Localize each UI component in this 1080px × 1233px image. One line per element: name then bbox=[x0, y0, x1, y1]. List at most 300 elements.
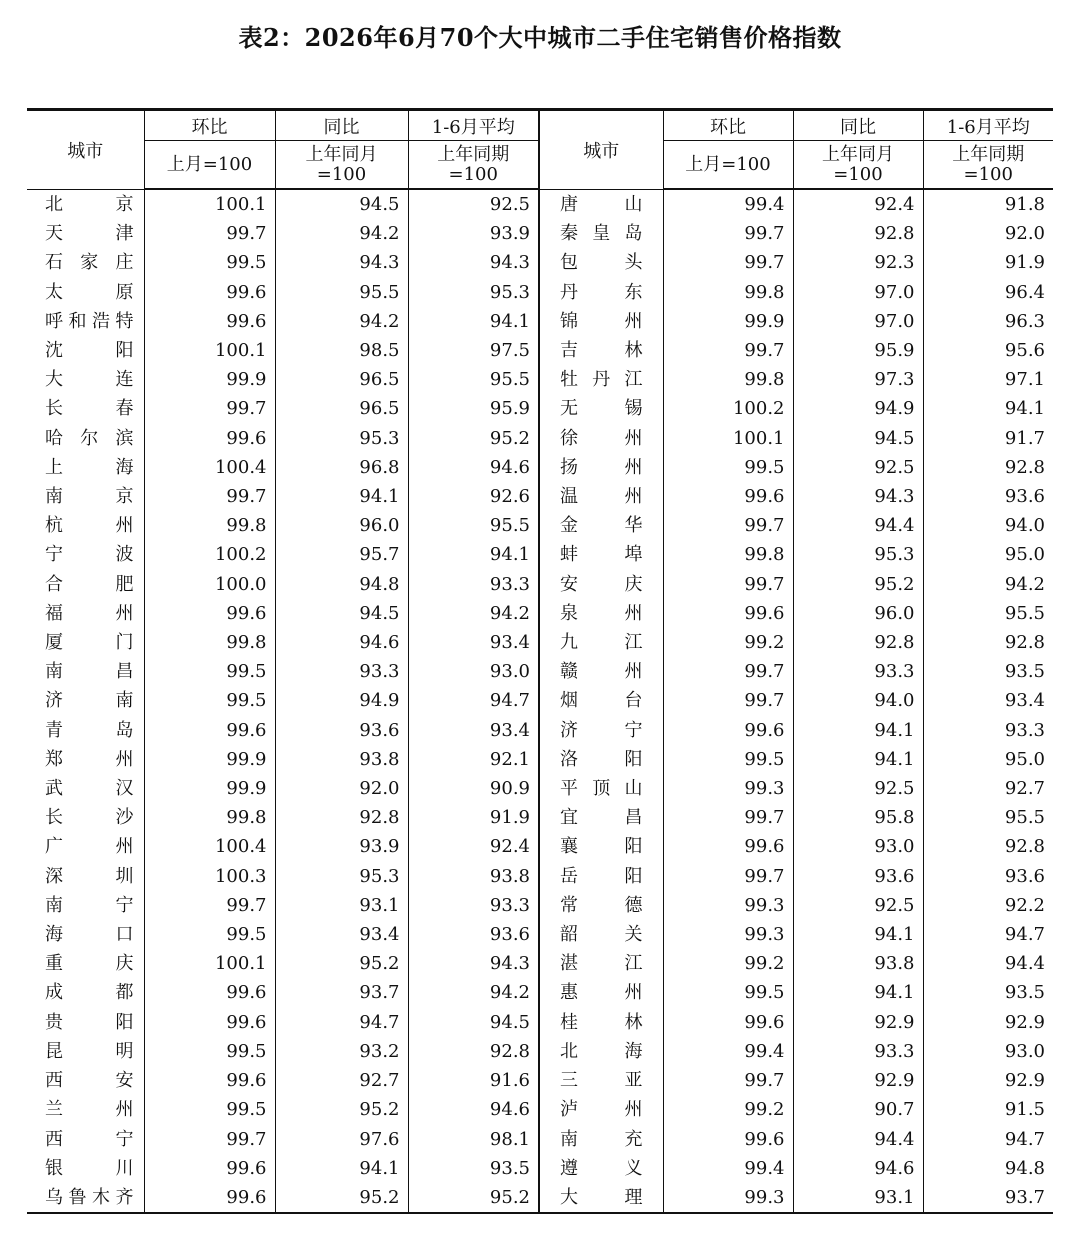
avg-cell-left: 93.3 bbox=[408, 570, 539, 599]
mom-cell-left: 100.2 bbox=[144, 540, 275, 569]
city-cell-left: 昆明 bbox=[45, 1040, 134, 1062]
avg-cell-right: 92.9 bbox=[923, 1066, 1053, 1095]
yoy-cell-right: 94.4 bbox=[793, 511, 923, 540]
yoy-cell-left: 93.8 bbox=[275, 745, 408, 774]
avg-cell-right: 96.4 bbox=[923, 278, 1053, 307]
yoy-cell-right: 97.0 bbox=[793, 307, 923, 336]
city-cell-right: 蚌埠 bbox=[539, 540, 663, 569]
mom-cell-right: 99.6 bbox=[663, 482, 793, 511]
mom-cell-left: 100.4 bbox=[144, 453, 275, 482]
city-cell-left: 成都 bbox=[45, 982, 134, 1004]
yoy-cell-left: 93.4 bbox=[275, 920, 408, 949]
city-cell-left: 长沙 bbox=[45, 807, 134, 829]
table-row bbox=[27, 453, 1053, 482]
table-row bbox=[27, 570, 1053, 599]
yoy-cell-right: 97.3 bbox=[793, 365, 923, 394]
avg-cell-left: 90.9 bbox=[408, 774, 539, 803]
mom-cell-left: 99.8 bbox=[144, 511, 275, 540]
city-cell-left: 济南 bbox=[45, 690, 134, 712]
yoy-cell-right: 94.1 bbox=[793, 978, 923, 1007]
table-row bbox=[27, 599, 1053, 628]
mom-cell-right: 99.3 bbox=[663, 920, 793, 949]
yoy-cell-right: 94.1 bbox=[793, 920, 923, 949]
mom-cell-right: 99.6 bbox=[663, 599, 793, 628]
mom-cell-left: 99.7 bbox=[144, 394, 275, 423]
avg-cell-left: 94.3 bbox=[408, 949, 539, 978]
city-cell-left: 呼和浩特 bbox=[45, 310, 134, 332]
avg-cell-left: 94.6 bbox=[408, 453, 539, 482]
city-cell-left: 厦门 bbox=[45, 632, 134, 654]
yoy-cell-right: 96.0 bbox=[793, 599, 923, 628]
yoy-cell-right: 94.4 bbox=[793, 1125, 923, 1154]
yoy-cell-right: 94.3 bbox=[793, 482, 923, 511]
city-cell-left: 沈阳 bbox=[45, 340, 134, 362]
avg-cell-right: 91.7 bbox=[923, 424, 1053, 453]
mom-cell-left: 99.5 bbox=[144, 920, 275, 949]
mom-cell-right: 99.8 bbox=[663, 278, 793, 307]
header-mom-right: 环比 bbox=[663, 110, 793, 141]
yoy-cell-left: 96.8 bbox=[275, 453, 408, 482]
yoy-cell-right: 94.9 bbox=[793, 394, 923, 423]
city-cell-left: 深圳 bbox=[45, 865, 134, 887]
city-cell-right: 南充 bbox=[539, 1125, 663, 1154]
yoy-cell-left: 95.5 bbox=[275, 278, 408, 307]
avg-cell-left: 92.1 bbox=[408, 745, 539, 774]
city-cell-right: 济宁 bbox=[539, 716, 663, 745]
mom-cell-right: 99.7 bbox=[663, 219, 793, 248]
yoy-cell-right: 93.1 bbox=[793, 1183, 923, 1213]
mom-cell-left: 99.6 bbox=[144, 424, 275, 453]
table-row bbox=[27, 686, 1053, 715]
yoy-cell-left: 95.2 bbox=[275, 1095, 408, 1124]
yoy-cell-right: 94.5 bbox=[793, 424, 923, 453]
city-cell-left: 银川 bbox=[45, 1157, 134, 1179]
mom-cell-left: 100.1 bbox=[144, 336, 275, 365]
city-cell-right: 无锡 bbox=[539, 394, 663, 423]
mom-cell-right: 99.7 bbox=[663, 657, 793, 686]
city-cell-left: 兰州 bbox=[45, 1099, 134, 1121]
mom-cell-left: 99.7 bbox=[144, 219, 275, 248]
avg-cell-left: 95.2 bbox=[408, 1183, 539, 1213]
avg-cell-left: 91.6 bbox=[408, 1066, 539, 1095]
avg-cell-left: 91.9 bbox=[408, 803, 539, 832]
avg-cell-right: 95.5 bbox=[923, 803, 1053, 832]
table-body bbox=[27, 189, 1053, 1213]
mom-cell-left: 99.6 bbox=[144, 278, 275, 307]
table-row bbox=[27, 248, 1053, 277]
yoy-cell-right: 97.0 bbox=[793, 278, 923, 307]
mom-cell-left: 99.5 bbox=[144, 1095, 275, 1124]
avg-cell-right: 94.7 bbox=[923, 1125, 1053, 1154]
city-cell-right: 唐山 bbox=[539, 189, 663, 219]
city-cell-right: 锦州 bbox=[539, 307, 663, 336]
mom-cell-right: 99.3 bbox=[663, 774, 793, 803]
mom-cell-right: 99.2 bbox=[663, 628, 793, 657]
yoy-cell-left: 94.1 bbox=[275, 482, 408, 511]
city-cell-left: 宁波 bbox=[45, 544, 134, 566]
yoy-cell-left: 94.2 bbox=[275, 219, 408, 248]
avg-cell-right: 94.2 bbox=[923, 570, 1053, 599]
avg-cell-right: 91.5 bbox=[923, 1095, 1053, 1124]
table-row bbox=[27, 774, 1053, 803]
header-avg-right: 1-6月平均 bbox=[923, 110, 1053, 141]
mom-cell-left: 99.5 bbox=[144, 657, 275, 686]
avg-cell-right: 91.8 bbox=[923, 189, 1053, 219]
avg-cell-left: 93.9 bbox=[408, 219, 539, 248]
table-row bbox=[27, 307, 1053, 336]
city-cell-right: 惠州 bbox=[539, 978, 663, 1007]
avg-cell-right: 92.9 bbox=[923, 1008, 1053, 1037]
table-row bbox=[27, 482, 1053, 511]
city-cell-right: 洛阳 bbox=[539, 745, 663, 774]
yoy-cell-right: 94.6 bbox=[793, 1154, 923, 1183]
yoy-cell-right: 92.8 bbox=[793, 219, 923, 248]
city-cell-right: 泸州 bbox=[539, 1095, 663, 1124]
mom-cell-right: 99.6 bbox=[663, 1125, 793, 1154]
avg-cell-left: 94.5 bbox=[408, 1008, 539, 1037]
city-cell-left: 重庆 bbox=[45, 953, 134, 975]
yoy-cell-right: 95.3 bbox=[793, 540, 923, 569]
avg-cell-left: 92.5 bbox=[408, 189, 539, 219]
mom-cell-left: 100.4 bbox=[144, 832, 275, 861]
yoy-cell-right: 92.3 bbox=[793, 248, 923, 277]
table-row bbox=[27, 949, 1053, 978]
yoy-cell-left: 94.5 bbox=[275, 599, 408, 628]
avg-cell-right: 94.1 bbox=[923, 394, 1053, 423]
avg-cell-right: 93.4 bbox=[923, 686, 1053, 715]
mom-cell-left: 99.9 bbox=[144, 365, 275, 394]
city-cell-left: 杭州 bbox=[45, 515, 134, 537]
yoy-cell-left: 94.5 bbox=[275, 189, 408, 219]
table-row bbox=[27, 365, 1053, 394]
mom-cell-right: 99.7 bbox=[663, 570, 793, 599]
yoy-cell-left: 94.9 bbox=[275, 686, 408, 715]
mom-cell-right: 99.7 bbox=[663, 248, 793, 277]
yoy-cell-right: 95.2 bbox=[793, 570, 923, 599]
mom-cell-left: 99.9 bbox=[144, 774, 275, 803]
mom-cell-left: 99.8 bbox=[144, 628, 275, 657]
city-cell-left: 石家庄 bbox=[45, 252, 134, 274]
city-cell-left: 福州 bbox=[45, 602, 134, 624]
avg-cell-left: 95.2 bbox=[408, 424, 539, 453]
city-cell-left: 合肥 bbox=[45, 573, 134, 595]
city-cell-right: 丹东 bbox=[539, 278, 663, 307]
yoy-cell-left: 92.8 bbox=[275, 803, 408, 832]
yoy-cell-left: 95.2 bbox=[275, 1183, 408, 1213]
yoy-cell-left: 93.9 bbox=[275, 832, 408, 861]
mom-cell-left: 99.7 bbox=[144, 891, 275, 920]
yoy-cell-left: 93.6 bbox=[275, 716, 408, 745]
header-yoy-base-right: 上年同月 =100 bbox=[793, 141, 923, 190]
mom-cell-left: 99.6 bbox=[144, 716, 275, 745]
city-cell-right: 韶关 bbox=[539, 920, 663, 949]
mom-cell-right: 99.7 bbox=[663, 336, 793, 365]
city-cell-left: 武汉 bbox=[45, 778, 134, 800]
city-cell-left: 北京 bbox=[45, 193, 134, 215]
yoy-cell-left: 94.7 bbox=[275, 1008, 408, 1037]
city-cell-right: 金华 bbox=[539, 511, 663, 540]
city-cell-left: 长春 bbox=[45, 398, 134, 420]
mom-cell-right: 99.7 bbox=[663, 862, 793, 891]
table-row bbox=[27, 189, 1053, 219]
avg-cell-left: 93.3 bbox=[408, 891, 539, 920]
table-row bbox=[27, 745, 1053, 774]
yoy-cell-right: 92.5 bbox=[793, 774, 923, 803]
mom-cell-right: 99.7 bbox=[663, 686, 793, 715]
table-row bbox=[27, 278, 1053, 307]
yoy-cell-right: 92.8 bbox=[793, 628, 923, 657]
yoy-cell-left: 94.6 bbox=[275, 628, 408, 657]
mom-cell-left: 99.9 bbox=[144, 745, 275, 774]
avg-cell-right: 96.3 bbox=[923, 307, 1053, 336]
yoy-cell-right: 93.6 bbox=[793, 862, 923, 891]
mom-cell-left: 100.3 bbox=[144, 862, 275, 891]
avg-cell-right: 92.7 bbox=[923, 774, 1053, 803]
city-cell-left: 南昌 bbox=[45, 661, 134, 683]
avg-cell-right: 93.0 bbox=[923, 1037, 1053, 1066]
avg-cell-right: 92.8 bbox=[923, 628, 1053, 657]
mom-cell-right: 99.6 bbox=[663, 716, 793, 745]
mom-cell-left: 99.7 bbox=[144, 1125, 275, 1154]
mom-cell-right: 99.4 bbox=[663, 1037, 793, 1066]
table-row bbox=[27, 219, 1053, 248]
city-cell-left: 大连 bbox=[45, 369, 134, 391]
city-cell-left: 西安 bbox=[45, 1070, 134, 1092]
avg-cell-left: 98.1 bbox=[408, 1125, 539, 1154]
city-cell-right: 遵义 bbox=[539, 1154, 663, 1183]
city-cell-right: 常德 bbox=[539, 891, 663, 920]
mom-cell-right: 99.7 bbox=[663, 511, 793, 540]
avg-cell-left: 95.9 bbox=[408, 394, 539, 423]
city-cell-right: 泉州 bbox=[539, 599, 663, 628]
city-cell-left: 广州 bbox=[45, 836, 134, 858]
yoy-cell-left: 96.0 bbox=[275, 511, 408, 540]
yoy-cell-left: 95.3 bbox=[275, 862, 408, 891]
header-avg-base-right: 上年同期 =100 bbox=[923, 141, 1053, 190]
avg-cell-right: 95.0 bbox=[923, 745, 1053, 774]
city-cell-right: 安庆 bbox=[539, 570, 663, 599]
yoy-cell-left: 93.2 bbox=[275, 1037, 408, 1066]
mom-cell-left: 99.5 bbox=[144, 248, 275, 277]
header-yoy-base-left: 上年同月 =100 bbox=[275, 141, 408, 190]
avg-cell-right: 94.7 bbox=[923, 920, 1053, 949]
yoy-cell-left: 98.5 bbox=[275, 336, 408, 365]
yoy-cell-right: 92.9 bbox=[793, 1008, 923, 1037]
yoy-cell-left: 92.7 bbox=[275, 1066, 408, 1095]
header-mom-base-right: 上月=100 bbox=[663, 141, 793, 190]
avg-cell-right: 93.3 bbox=[923, 716, 1053, 745]
header-yoy-right: 同比 bbox=[793, 110, 923, 141]
table-row bbox=[27, 1125, 1053, 1154]
header-city-right: 城市 bbox=[539, 110, 663, 190]
city-cell-left: 上海 bbox=[45, 456, 134, 478]
avg-cell-left: 92.4 bbox=[408, 832, 539, 861]
avg-cell-left: 93.4 bbox=[408, 716, 539, 745]
mom-cell-right: 99.2 bbox=[663, 1095, 793, 1124]
avg-cell-right: 94.0 bbox=[923, 511, 1053, 540]
avg-cell-left: 94.6 bbox=[408, 1095, 539, 1124]
city-cell-left: 南宁 bbox=[45, 894, 134, 916]
avg-cell-left: 93.4 bbox=[408, 628, 539, 657]
avg-cell-right: 94.4 bbox=[923, 949, 1053, 978]
mom-cell-left: 99.8 bbox=[144, 803, 275, 832]
table-row bbox=[27, 336, 1053, 365]
avg-cell-right: 92.0 bbox=[923, 219, 1053, 248]
city-cell-right: 北海 bbox=[539, 1037, 663, 1066]
price-index-table bbox=[27, 108, 1053, 1214]
city-cell-left: 南京 bbox=[45, 486, 134, 508]
mom-cell-right: 100.1 bbox=[663, 424, 793, 453]
city-cell-left: 天津 bbox=[45, 223, 134, 245]
yoy-cell-right: 94.1 bbox=[793, 745, 923, 774]
yoy-cell-left: 95.2 bbox=[275, 949, 408, 978]
mom-cell-right: 99.6 bbox=[663, 832, 793, 861]
yoy-cell-left: 93.1 bbox=[275, 891, 408, 920]
mom-cell-right: 99.8 bbox=[663, 365, 793, 394]
city-cell-left: 太原 bbox=[45, 281, 134, 303]
city-cell-right: 徐州 bbox=[539, 424, 663, 453]
city-cell-right: 宜昌 bbox=[539, 803, 663, 832]
mom-cell-left: 99.5 bbox=[144, 686, 275, 715]
avg-cell-right: 93.6 bbox=[923, 482, 1053, 511]
avg-cell-right: 95.0 bbox=[923, 540, 1053, 569]
yoy-cell-left: 94.2 bbox=[275, 307, 408, 336]
mom-cell-left: 100.1 bbox=[144, 189, 275, 219]
table-row bbox=[27, 862, 1053, 891]
city-cell-right: 秦皇岛 bbox=[539, 219, 663, 248]
mom-cell-right: 99.4 bbox=[663, 189, 793, 219]
avg-cell-left: 93.5 bbox=[408, 1154, 539, 1183]
mom-cell-left: 100.0 bbox=[144, 570, 275, 599]
table-row bbox=[27, 1183, 1053, 1213]
mom-cell-left: 99.6 bbox=[144, 307, 275, 336]
avg-cell-left: 92.6 bbox=[408, 482, 539, 511]
city-cell-right: 九江 bbox=[539, 628, 663, 657]
yoy-cell-right: 93.0 bbox=[793, 832, 923, 861]
yoy-cell-right: 92.5 bbox=[793, 891, 923, 920]
table-row bbox=[27, 394, 1053, 423]
header-mom-left: 环比 bbox=[144, 110, 275, 141]
table-row bbox=[27, 978, 1053, 1007]
city-cell-right: 吉林 bbox=[539, 336, 663, 365]
table-row bbox=[27, 832, 1053, 861]
yoy-cell-left: 94.1 bbox=[275, 1154, 408, 1183]
mom-cell-right: 100.2 bbox=[663, 394, 793, 423]
table-row bbox=[27, 540, 1053, 569]
yoy-cell-left: 94.3 bbox=[275, 248, 408, 277]
city-cell-right: 岳阳 bbox=[539, 862, 663, 891]
city-cell-right: 烟台 bbox=[539, 686, 663, 715]
avg-cell-right: 94.8 bbox=[923, 1154, 1053, 1183]
avg-cell-right: 92.8 bbox=[923, 453, 1053, 482]
yoy-cell-left: 96.5 bbox=[275, 394, 408, 423]
table-row bbox=[27, 628, 1053, 657]
yoy-cell-left: 96.5 bbox=[275, 365, 408, 394]
yoy-cell-right: 92.4 bbox=[793, 189, 923, 219]
city-cell-right: 桂林 bbox=[539, 1008, 663, 1037]
mom-cell-right: 99.9 bbox=[663, 307, 793, 336]
avg-cell-right: 93.5 bbox=[923, 657, 1053, 686]
avg-cell-left: 93.0 bbox=[408, 657, 539, 686]
mom-cell-left: 99.6 bbox=[144, 978, 275, 1007]
table-row bbox=[27, 1037, 1053, 1066]
avg-cell-right: 92.8 bbox=[923, 832, 1053, 861]
avg-cell-left: 92.8 bbox=[408, 1037, 539, 1066]
header-avg-left: 1-6月平均 bbox=[408, 110, 539, 141]
avg-cell-left: 94.1 bbox=[408, 540, 539, 569]
yoy-cell-right: 93.8 bbox=[793, 949, 923, 978]
yoy-cell-left: 93.3 bbox=[275, 657, 408, 686]
yoy-cell-left: 93.7 bbox=[275, 978, 408, 1007]
city-cell-left: 乌鲁木齐 bbox=[27, 1183, 144, 1213]
avg-cell-left: 94.7 bbox=[408, 686, 539, 715]
yoy-cell-right: 92.5 bbox=[793, 453, 923, 482]
yoy-cell-right: 94.0 bbox=[793, 686, 923, 715]
mom-cell-left: 99.7 bbox=[144, 482, 275, 511]
city-cell-right: 大理 bbox=[539, 1183, 663, 1213]
table-row bbox=[27, 803, 1053, 832]
mom-cell-right: 99.5 bbox=[663, 978, 793, 1007]
table-row bbox=[27, 511, 1053, 540]
mom-cell-right: 99.3 bbox=[663, 891, 793, 920]
city-cell-left: 贵阳 bbox=[45, 1011, 134, 1033]
yoy-cell-right: 93.3 bbox=[793, 657, 923, 686]
mom-cell-left: 99.5 bbox=[144, 1037, 275, 1066]
avg-cell-right: 95.6 bbox=[923, 336, 1053, 365]
city-cell-right: 扬州 bbox=[539, 453, 663, 482]
city-cell-right: 三亚 bbox=[539, 1066, 663, 1095]
mom-cell-right: 99.5 bbox=[663, 453, 793, 482]
avg-cell-left: 94.3 bbox=[408, 248, 539, 277]
avg-cell-left: 94.2 bbox=[408, 599, 539, 628]
city-cell-left: 青岛 bbox=[45, 719, 134, 741]
header-yoy-left: 同比 bbox=[275, 110, 408, 141]
table-row bbox=[27, 891, 1053, 920]
table-row bbox=[27, 1008, 1053, 1037]
avg-cell-right: 93.6 bbox=[923, 862, 1053, 891]
table-row bbox=[27, 1066, 1053, 1095]
city-cell-left: 海口 bbox=[45, 924, 134, 946]
mom-cell-left: 100.1 bbox=[144, 949, 275, 978]
avg-cell-right: 92.2 bbox=[923, 891, 1053, 920]
mom-cell-right: 99.7 bbox=[663, 1066, 793, 1095]
city-cell-right: 牡丹江 bbox=[539, 365, 663, 394]
yoy-cell-right: 90.7 bbox=[793, 1095, 923, 1124]
table-row bbox=[27, 920, 1053, 949]
avg-cell-right: 93.7 bbox=[923, 1183, 1053, 1213]
city-cell-right: 赣州 bbox=[539, 657, 663, 686]
avg-cell-right: 93.5 bbox=[923, 978, 1053, 1007]
yoy-cell-right: 95.8 bbox=[793, 803, 923, 832]
city-cell-right: 湛江 bbox=[539, 949, 663, 978]
city-cell-right: 温州 bbox=[539, 482, 663, 511]
avg-cell-left: 94.2 bbox=[408, 978, 539, 1007]
yoy-cell-left: 94.8 bbox=[275, 570, 408, 599]
table-row bbox=[27, 1095, 1053, 1124]
city-cell-left: 西宁 bbox=[45, 1128, 134, 1150]
mom-cell-right: 99.6 bbox=[663, 1008, 793, 1037]
yoy-cell-left: 92.0 bbox=[275, 774, 408, 803]
table-title: 表2：2026年6月70个大中城市二手住宅销售价格指数 bbox=[238, 23, 842, 52]
mom-cell-left: 99.6 bbox=[144, 1008, 275, 1037]
header-mom-base-left: 上月=100 bbox=[144, 141, 275, 190]
table-row bbox=[27, 424, 1053, 453]
yoy-cell-right: 95.9 bbox=[793, 336, 923, 365]
yoy-cell-right: 93.3 bbox=[793, 1037, 923, 1066]
city-cell-right: 襄阳 bbox=[539, 832, 663, 861]
avg-cell-left: 94.1 bbox=[408, 307, 539, 336]
avg-cell-left: 97.5 bbox=[408, 336, 539, 365]
